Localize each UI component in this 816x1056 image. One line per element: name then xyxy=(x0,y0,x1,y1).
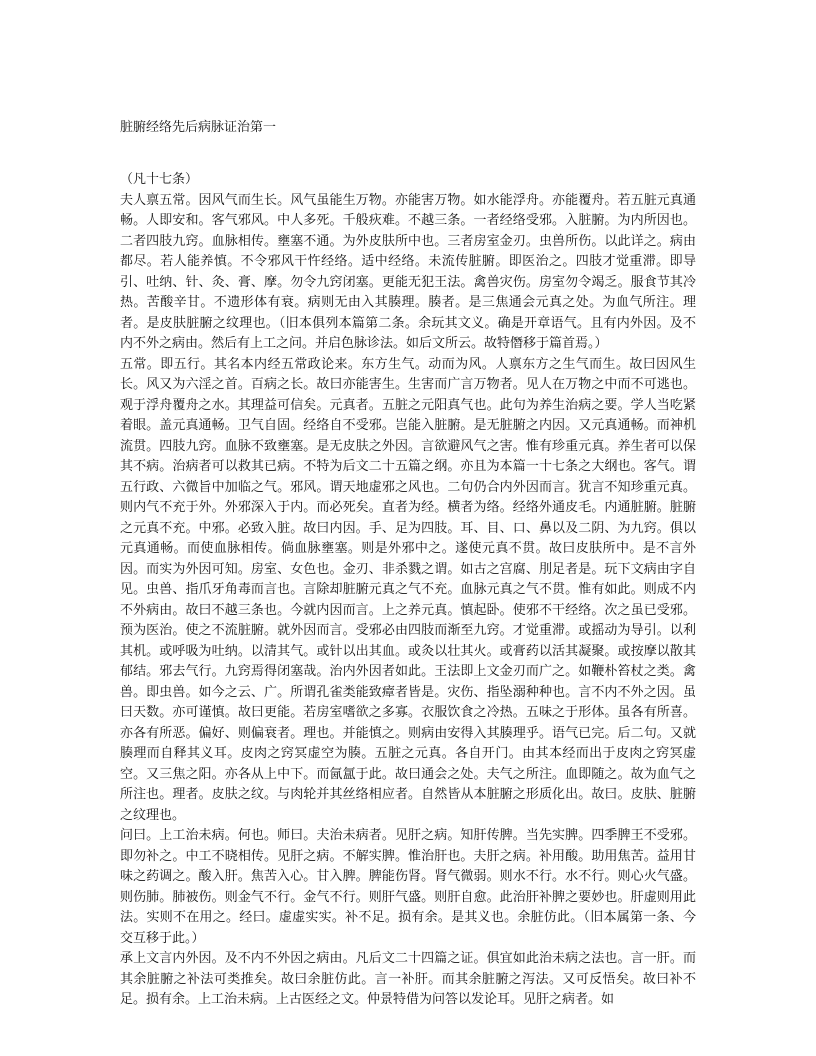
chapter-title: 脏腑经络先后病脉证治第一 xyxy=(120,120,277,135)
paragraph-question: 问曰。上工治未病。何也。师曰。夫治未病者。见肝之病。知肝传脾。当先实脾。四季脾王不受邪。即勿补之。中工不晓相传。见肝之病。不解实脾。惟治肝也。夫肝之病。补用酸。助用焦苦。益用甘味之药调之。酸入肝。焦苦入心。甘入脾。脾能伤肾。肾气微弱。则水不行。水不行。则心火气盛。则伤肺。肺被伤。则金气不行。金气不行。则肝气盛。则肝自愈。此治肝补脾之要妙也。肝虚则用此法。实则不在用之。经曰。虚虚实实。补不足。损有余。是其义也。余脏仿此。（旧本属第一条、今交互移于此。） xyxy=(120,828,696,946)
paragraph-main-text: 夫人禀五常。因风气而生长。风气虽能生万物。亦能害万物。如水能浮舟。亦能覆舟。若五脏元真通畅。人即安和。客气邪风。中人多死。千般疢难。不越三条。一者经络受邪。入脏腑。为内所因也。二者四肢九窍。血脉相传。壅塞不通。为外皮肤所中也。三者房室金刃。虫兽所伤。以此详之。病由都尽。若人能养慎。不令邪风干忤经络。适中经络。未流传脏腑。即医治之。四肢才觉重滞。即导引、吐纳、针、灸、膏、摩。勿令九窍闭塞。更能无犯王法。禽兽灾伤。房室勿令竭乏。服食节其冷热。苦酸辛甘。不遗形体有衰。病则无由入其腠理。腠者。是三焦通会元真之处。为血气所注。理者。是皮肤脏腑之纹理也。（旧本俱列本篇第二条。余玩其文义。确是开章语气。且有内外因。及不内不外之病由。然后有上工之问。并启色脉诊法。如后文所云。故特僭移于篇首焉。） xyxy=(120,192,696,351)
paragraph-commentary: 五常。即五行。其名本内经五常政论来。东方生气。动而为风。人禀东方之生气而生。故曰因风生长。风又为六淫之首。百病之长。故曰亦能害生。生害而广言万物者。见人在万物之中而不可逃也。观于浮舟覆舟之水。其理益可信矣。元真者。五脏之元阳真气也。此句为养生治病之要。学人当吃紧着眼。盖元真通畅。卫气自固。经络自不受邪。岂能入脏腑。是无脏腑之内因。又元真通畅。而神机流贯。四肢九窍。血脉不致壅塞。是无皮肤之外因。言欲避风气之害。惟有珍重元真。养生者可以保其不病。治病者可以救其已病。不特为后文二十五篇之纲。亦且为本篇一十七条之大纲也。客气。谓五行政、六微旨中加临之气。邪风。谓天地虚邪之风也。二句仍合内外因而言。犹言不知珍重元真。则内气不充于外。外邪深入于内。而必死矣。直者为经。横者为络。经络外通皮毛。内通脏腑。脏腑之元真不充。中邪。必致入脏。故曰内因。手、足为四肢。耳、目、口、鼻以及二阴、为九窍。俱以元真通畅。而使血脉相传。倘血脉壅塞。则是外邪中之。遂使元真不贯。故曰皮肤所中。是不言外因。而实为外因可知。房室、女色也。金刃、非杀戮之谓。如古之宫腐、刖足者是。玩下文病由字自见。虫兽、指爪牙角毒而言也。言除却脏腑元真之气不充。血脉元真之气不贯。惟有如此。则成不内不外病由。故曰不越三条也。今就内因而言。上之养元真。慎起卧。使邪不干经络。次之虽已受邪。预为医治。使之不流脏腑。就外因而言。受邪必由四肢而渐至九窍。才觉重滞。或摇动为导引。以利其机。或呼吸为吐纳。以清其气。或针以出其血。或灸以壮其火。或膏药以活其凝聚。或按摩以散其郁结。邪去气行。九窍焉得闭塞哉。治内外因者如此。王法即上文金刃而广之。如鞭朴笞杖之类。禽兽。即虫兽。如今之云、广。所谓孔雀类能致瘴者皆是。灾伤、指坠溺种种也。言不内不外之因。虽曰天数。亦可谨慎。故曰更能。若房室嗜欲之多寡。衣服饮食之冷热。五味之于形体。虽各有所喜。亦各有所恶。偏好、则偏衰者。理也。并能慎之。则病由安得入其腠理乎。语气已完。后二句。又就腠理而自释其义耳。皮肉之窍冥虚空为腠。五脏之元真。各自开门。由其本经而出于皮肉之窍冥虚空。又三焦之阳。亦各从上中下。而氤氲于此。故曰通会之处。夫气之所注。血即随之。故为血气之所注也。理者。皮肤之纹。与肉轮并其丝络相应者。自然皆从本脏腑之形质化出。故曰。皮肤、脏腑之纹理也。 xyxy=(120,356,696,823)
paragraph-explanation: 承上文言内外因。及不内不外因之病由。凡后文二十四篇之证。俱宜如此治未病之法也。言一肝。而其余脏腑之补法可类推矣。故曰余脏仿此。言一补肝。而其余脏腑之泻法。又可反悟矣。故曰补不足。损有余。上工治未病。上古医经之文。仲景特借为问答以发论耳。见肝之病者。如 xyxy=(120,951,696,1007)
note-count: （凡十七条） xyxy=(120,172,199,187)
document-body xyxy=(120,170,696,1011)
